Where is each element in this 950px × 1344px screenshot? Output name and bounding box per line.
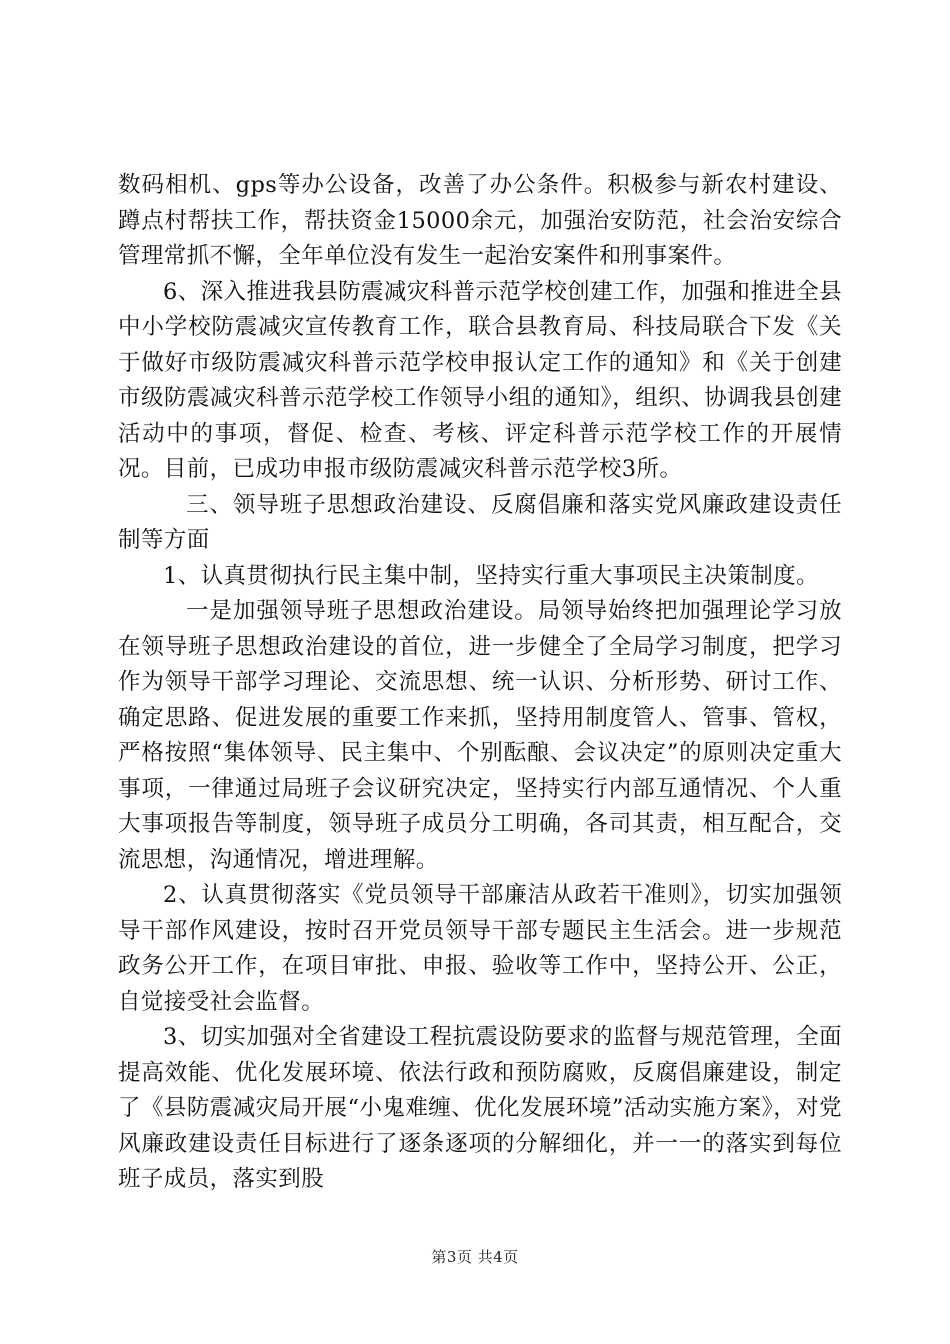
page-footer: [0, 1246, 950, 1267]
section-heading-three: 三、领导班子思想政治建设、反腐倡廉和落实党风廉政建设责任制等方面: [118, 491, 842, 553]
paragraph-item-1: 1、认真贯彻执行民主集中制，坚持实行重大事项民主决策制度。: [163, 562, 819, 589]
paragraph-first-point: 一是加强领导班子思想政治建设。局领导始终把加强理论学习放在领导班子思想政治建设的首位，进一步健全了全局学习制度，把学习作为领导干部学习理论、交流思想、统一认识、分析形势、研讨工作、确定思路、促进发展的重要工作来抓，坚持用制度管人、管事、管权，严格按照“集体领导、民主集中、个别酝酿、会议决定”的原则决定重大事项，一律通过局班子会议研究决定，坚持实行内部互通情况、个人重大事项报告等制度，领导班子成员分工明确，各司其责，相互配合，交流思想，沟通情况，增进理解。: [118, 598, 842, 873]
paragraph-item-2: 2、认真贯彻落实《党员领导干部廉洁从政若干准则》，切实加强领导干部作风建设，按时召开党员领导干部专题民主生活会。进一步规范政务公开工作，在项目审批、申报、验收等工作中，坚持公开、公正，自觉接受社会监督。: [118, 882, 842, 1015]
document-body: [118, 168, 842, 1198]
paragraph-continuation: 数码相机、gps等办公设备，改善了办公条件。积极参与新农村建设、蹲点村帮扶工作，帮扶资金15000余元，加强治安防范，社会治安综合管理常抓不懈，全年单位没有发生一起治安案件和刑事案件。: [118, 172, 842, 269]
page-number: 第3页 共4页: [431, 1248, 519, 1266]
paragraph-item-6: 6、深入推进我县防震减灾科普示范学校创建工作，加强和推进全县中小学校防震减灾宣传教育工作，联合县教育局、科技局联合下发《关于做好市级防震减灾科普示范学校申报认定工作的通知》和《关于创建市级防震减灾科普示范学校工作领导小组的通知》，组织、协调我县创建活动中的事项，督促、检查、考核、评定科普示范学校工作的开展情况。目前，已成功申报市级防震减灾科普示范学校3所。: [118, 278, 842, 482]
paragraph-item-3: 3、切实加强对全省建设工程抗震设防要求的监督与规范管理，全面提高效能、优化发展环境、依法行政和预防腐败，反腐倡廉建设，制定了《县防震减灾局开展“小鬼难缠、优化发展环境”活动实施方案》，对党风廉政建设责任目标进行了逐条逐项的分解细化，并一一的落实到每位班子成员，落实到股: [118, 1024, 842, 1192]
